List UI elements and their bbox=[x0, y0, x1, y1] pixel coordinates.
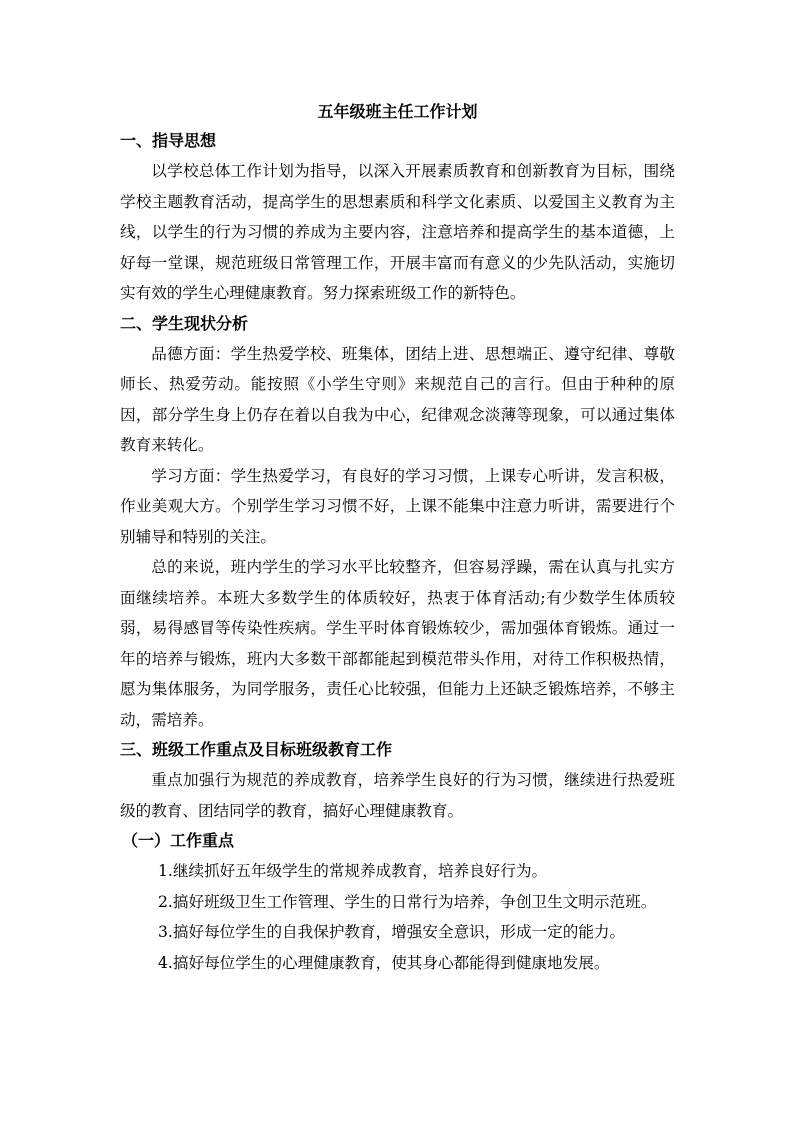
list-item: 2.搞好班级卫生工作管理、学生的日常行为培养，争创卫生文明示范班。 bbox=[158, 892, 657, 911]
document-title: 五年级班主任工作计划 bbox=[317, 102, 478, 121]
section-heading-guiding-ideology: 一、指导思想 bbox=[120, 131, 217, 150]
section-paragraph: 学习方面：学生热爱学习，有良好的学习习惯，上课专心听讲，发言积极，作业美观大方。个别学生学习习惯不好，上课不能集中注意力听讲，需要进行个别辅导和特别的关注。 bbox=[120, 466, 675, 546]
document-body bbox=[120, 98, 675, 978]
section-paragraph: 总的来说，班内学生的学习水平比较整齐，但容易浮躁，需在认真与扎实方面继续培养。本班大多数学生的体质较好，热衷于体育活动;有少数学生体质较弱，易得感冒等传染性疾病。学生平时体育锻炼较少，需加强体育锻炼。通过一年的培养与锻炼，班内大多数干部都能起到模范带头作用，对待工作积极热情，愿为集体服务，为同学服务，责任心比较强，但能力上还缺乏锻炼培养，不够主动，需培养。 bbox=[120, 558, 675, 729]
section-paragraph: 以学校总体工作计划为指导，以深入开展素质教育和创新教育为目标，围绕学校主题教育活动，提高学生的思想素质和科学文化素质、以爱国主义教育为主线，以学生的行为习惯的养成为主要内容，注意培养和提高学生的基本道德，上好每一堂课，规范班级日常管理工作，开展丰富而有意义的少先队活动，实施切实有效的学生心理健康教育。努力探索班级工作的新特色。 bbox=[120, 162, 675, 302]
section-paragraph: 品德方面：学生热爱学校、班集体，团结上进、思想端正、遵守纪律、尊敬师长、热爱劳动。能按照《小学生守则》来规范自己的言行。但由于种种的原因，部分学生身上仍存在着以自我为中心，纪律观念淡薄等现象，可以通过集体教育来转化。 bbox=[120, 344, 675, 454]
list-item: 3.搞好每位学生的自我保护教育，增强安全意识，形成一定的能力。 bbox=[158, 923, 626, 941]
section-heading-class-work-focus: 三、班级工作重点及目标班级教育工作 bbox=[120, 740, 393, 759]
list-item: 1.继续抓好五年级学生的常规养成教育，培养良好行为。 bbox=[158, 862, 548, 880]
list-item: 4.搞好每位学生的心理健康教育，使其身心都能得到健康地发展。 bbox=[158, 953, 610, 972]
section-paragraph: 重点加强行为规范的养成教育，培养学生良好的行为习惯，继续进行热爱班级的教育、团结同学的教育，搞好心理健康教育。 bbox=[120, 771, 675, 820]
work-focus-list bbox=[120, 856, 675, 978]
section-heading-student-analysis: 二、学生现状分析 bbox=[120, 313, 249, 333]
subheading-work-focus: （一）工作重点 bbox=[122, 831, 235, 850]
